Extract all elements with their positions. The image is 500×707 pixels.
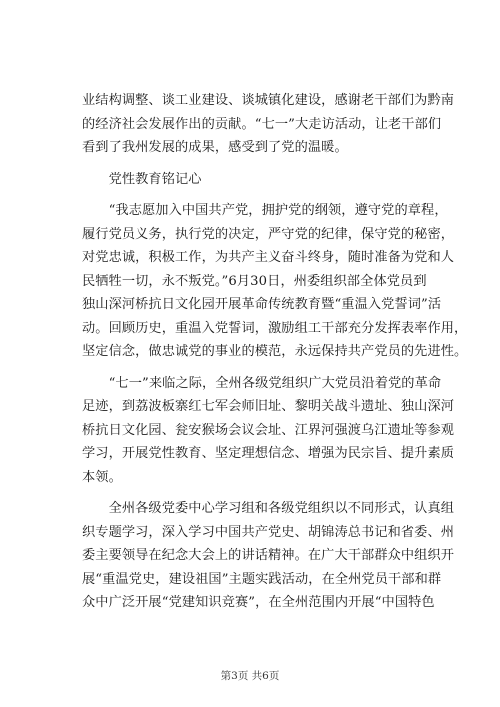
text-line: 足迹，到荔波板寨红七军会师旧址、黎明关战斗遗址、独山深河 [82, 399, 455, 414]
text-line: 民牺牲一切，永不叛党。”6月30日，州委组织部全体党员到 [82, 273, 427, 289]
text-line: 委主要领导在纪念大会上的讲话精神。在广大干部群众中组织开 [82, 548, 455, 563]
paragraph-gap [82, 191, 422, 199]
text-line: 展“重温党史，建设祖国”主题实践活动，在全州党员干部和群 [82, 571, 442, 587]
document-body [82, 89, 468, 615]
text-line: 动。回顾历史，重温入党誓词，激励组工干部充分发挥表率作用， [82, 320, 468, 336]
paragraph-gap [82, 160, 422, 168]
page-number: 第3页 共6页 [220, 670, 280, 682]
text-line: 业结构调整、谈工业建设、谈城镇化建设，感谢老干部们为黔南 [82, 93, 455, 108]
paragraph-gap [82, 489, 422, 497]
text-line: 独山深河桥抗日文化园开展革命传统教育暨“重温入党誓词”活 [82, 297, 442, 312]
text-line: “我志愿加入中国共产党，拥护党的纲领，遵守党的章程， [82, 203, 448, 218]
paragraph-gap [82, 364, 422, 372]
text-line: 全州各级党委中心学习组和各级党组织以不同形式，认真组 [82, 501, 455, 516]
text-line: 众中广泛开展“党建知识竞赛”，在全州范围内开展“中国特色 [82, 595, 435, 610]
section-heading: 党性教育铭记心 [82, 171, 202, 187]
text-line: 履行党员义务，执行党的决定，严守党的纪律，保守党的秘密， [82, 226, 455, 242]
text-line: 桥抗日文化园、瓮安猴场会议会址、江界河强渡乌江遗址等参观 [82, 422, 455, 438]
text-line: 看到了我州发展的成果，感受到了党的温暖。 [82, 140, 348, 155]
text-line: 织专题学习，深入学习中国共产党史、胡锦涛总书记和省委、州 [82, 524, 455, 540]
text-line: 对党忠诚，积极工作，为共产主义奋斗终身，随时准备为党和人 [82, 250, 455, 265]
text-line: 学习，开展党性教育、坚定理想信念、增强为民宗旨、提升素质 [82, 446, 455, 461]
text-line: 本领。 [82, 469, 122, 485]
text-line: 坚定信念，做忠诚党的事业的模范，永远保持共产党员的先进性。 [82, 344, 468, 359]
text-line: 的经济社会发展作出的贡献。“七一”大走访活动，让老干部们 [82, 116, 442, 132]
text-line: “七一”来临之际，全州各级党组织广大党员沿着党的革命 [82, 375, 442, 391]
